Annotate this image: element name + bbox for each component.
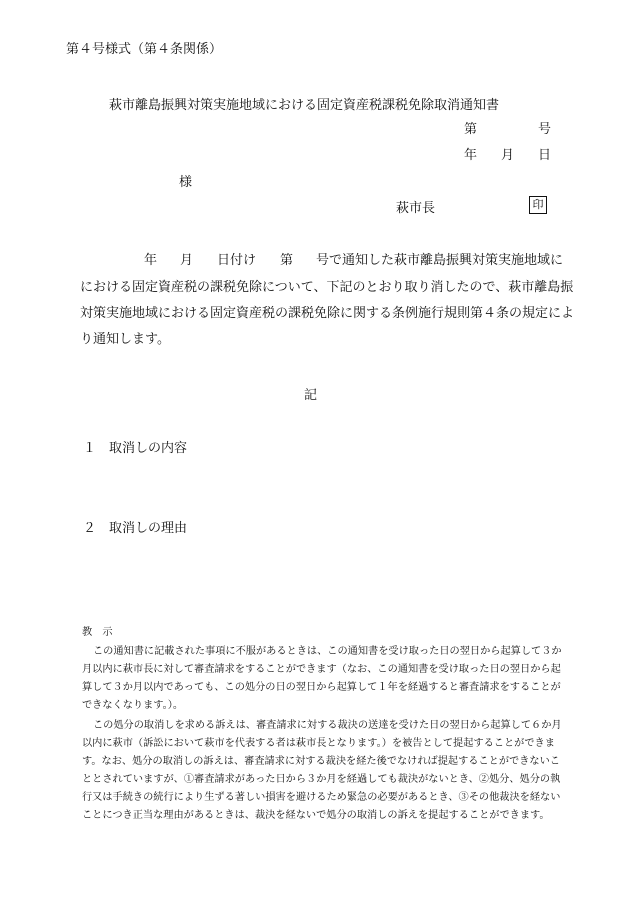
notice-para1-line: この通知書に記載された事項に不服があるときは、この通知書を受け取った日の翌日から起算して３か bbox=[93, 646, 562, 657]
notice-para1-line: 算して３か月以内であっても、この処分の日の翌日から起算して１年を経過すると審査請求をすることが bbox=[82, 682, 561, 693]
notice-para2-line: この処分の取消しを求める訴えは、審査請求に対する裁決の送達を受けた日の翌日から起算して６か月 bbox=[93, 720, 562, 731]
item-number: １ bbox=[83, 441, 97, 456]
body-line: 対策実施地域における固定資産税の課税免除に関する条例施行規則第４条の規定によ bbox=[80, 306, 575, 321]
body-line1-no-prefix: 第 bbox=[280, 253, 294, 268]
seal-stamp: 印 bbox=[529, 196, 547, 214]
notice-para2-line: ととされていますが、①審査請求があった日から３か月を経過しても裁決がないとき、②処分、処分の執 bbox=[82, 774, 561, 785]
doc-number-suffix: 号 bbox=[538, 122, 552, 137]
notice-para2-line: 行又は手続きの続行により生ずる著しい損害を避けるため緊急の必要があるとき、③その他裁決を経ない bbox=[82, 792, 561, 803]
doc-number-prefix: 第 bbox=[464, 122, 478, 137]
body-line1-rest: 号で通知した萩市離島振興対策実施地域に bbox=[316, 253, 564, 268]
date-day: 日 bbox=[538, 148, 552, 163]
date-year: 年 bbox=[464, 148, 478, 163]
body-line1-year: 年 bbox=[144, 253, 158, 268]
body-line1-dated: 日付け bbox=[217, 253, 257, 268]
form-label: 第４号様式（第４条関係） bbox=[66, 42, 223, 57]
notice-para2-line: ことにつき正当な理由があるときは、裁決を経ないで処分の取消しの訴えを提起することができます。 bbox=[82, 810, 550, 821]
body-line: り通知します。 bbox=[80, 332, 170, 347]
notice-heading: 教 示 bbox=[82, 627, 113, 638]
notice-para2-line: す。なお、処分の取消しの訴えは、審査請求に対する裁決を経た後でなければ提起することができないこ bbox=[82, 756, 560, 767]
ki-heading: 記 bbox=[304, 388, 318, 403]
item-number: ２ bbox=[83, 521, 97, 536]
date-month: 月 bbox=[501, 148, 515, 163]
issuer-name: 萩市長 bbox=[396, 201, 436, 216]
addressee-honorific: 様 bbox=[179, 175, 193, 190]
body-line1-month: 月 bbox=[180, 253, 194, 268]
item-label-content: 取消しの内容 bbox=[109, 441, 188, 456]
notice-para1-line: 月以内に萩市長に対して審査請求をすることができます（なお、この通知書を受け取った日の翌日から起 bbox=[82, 664, 561, 675]
body-line: における固定資産税の課税免除について、下記のとおり取り消したので、萩市離島振 bbox=[80, 280, 574, 295]
document-title: 萩市離島振興対策実施地域における固定資産税課税免除取消通知書 bbox=[109, 98, 500, 113]
notice-para2-line: 以内に萩市（訴訟において萩市を代表する者は萩市長となります。）を被告として提起することができま bbox=[82, 738, 555, 749]
item-label-reason: 取消しの理由 bbox=[109, 521, 188, 536]
notice-para1-line: できなくなります。）。 bbox=[82, 700, 184, 711]
